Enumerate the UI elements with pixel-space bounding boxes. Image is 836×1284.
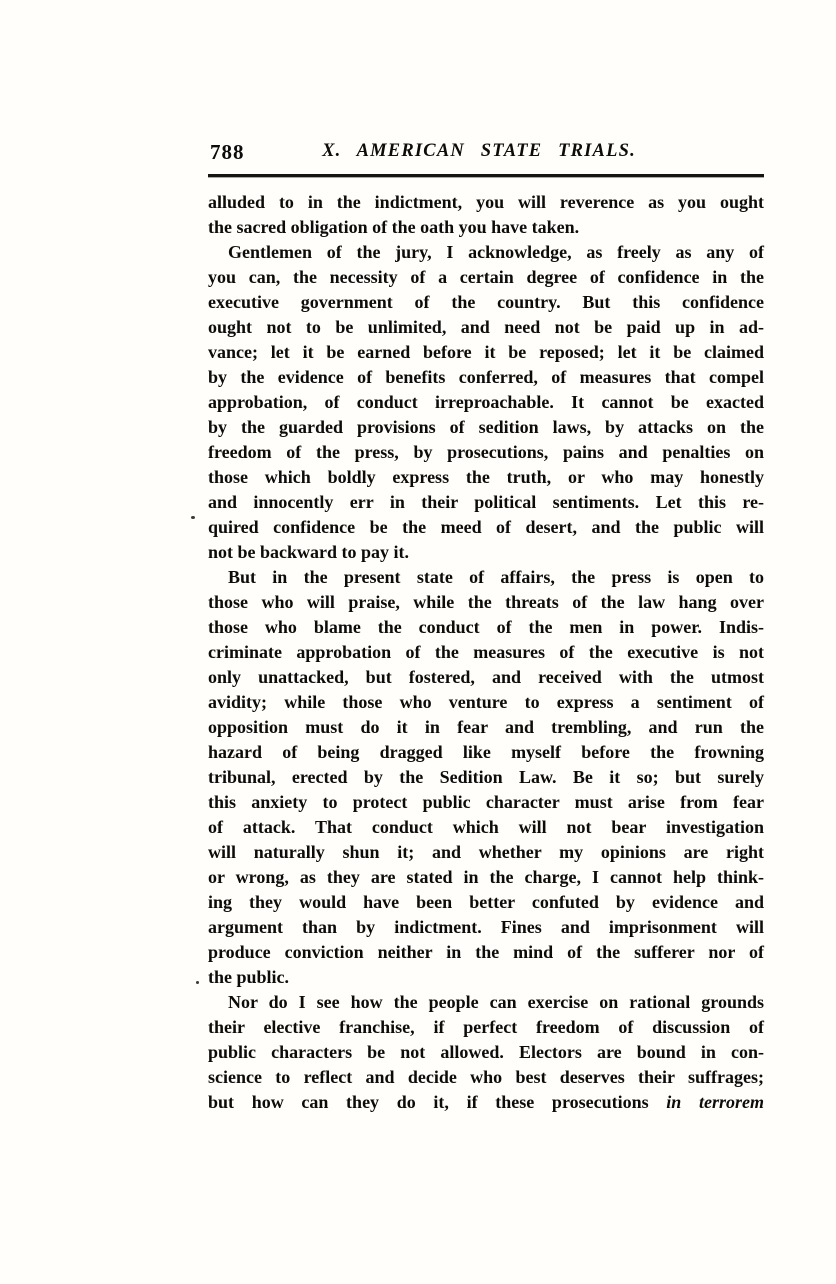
paragraph: [208, 190, 764, 240]
text-line: criminate approbation of the measures of the executive is not: [208, 641, 764, 662]
paragraph: [208, 240, 764, 565]
paragraph: [208, 990, 764, 1115]
text-line: opposition must do it in fear and trembling, and run the: [208, 716, 764, 737]
paragraph: [208, 565, 764, 990]
text-line: But in the present state of affairs, the press is open to: [228, 566, 764, 587]
scan-speck: [191, 516, 195, 519]
header-rule: [208, 174, 764, 177]
text-segment: but how can they do it, if these prosecutions: [208, 1091, 667, 1112]
text-line: approbation, of conduct irreproachable. It cannot be exacted: [208, 391, 764, 412]
text-line: ought not to be unlimited, and need not be paid up in ad-: [208, 316, 764, 337]
text-line: those who blame the conduct of the men in power. Indis-: [208, 616, 764, 637]
text-line: hazard of being dragged like myself before the frowning: [208, 741, 764, 762]
text-line: produce conviction neither in the mind of the sufferer nor of: [208, 941, 764, 962]
text-line: Gentlemen of the jury, I acknowledge, as freely as any of: [228, 241, 764, 262]
text-line: vance; let it be earned before it be reposed; let it be claimed: [208, 341, 764, 362]
scan-speck: [196, 981, 199, 984]
text-line: executive government of the country. But this confidence: [208, 291, 764, 312]
text-line: argument than by indictment. Fines and imprisonment will: [208, 916, 764, 937]
text-line: not be backward to pay it.: [208, 541, 410, 562]
text-line: quired confidence be the meed of desert, and the public will: [208, 516, 764, 537]
text-line: of attack. That conduct which will not bear investigation: [208, 816, 764, 837]
text-line: this anxiety to protect public character must arise from fear: [208, 791, 764, 812]
text-line: only unattacked, but fostered, and received with the utmost: [208, 666, 764, 687]
italic-phrase: in terrorem: [666, 1091, 764, 1112]
text-line: the sacred obligation of the oath you have taken.: [208, 216, 580, 237]
text-line: the public.: [208, 966, 290, 987]
text-block: [208, 190, 764, 1115]
text-line: you can, the necessity of a certain degree of confidence in the: [208, 266, 764, 287]
text-line: those who will praise, while the threats of the law hang over: [208, 591, 764, 612]
text-line: [208, 1090, 764, 1115]
text-line: and innocently err in their political sentiments. Let this re-: [208, 491, 764, 512]
running-title: X. AMERICAN STATE TRIALS.: [322, 141, 636, 161]
text-line: Nor do I see how the people can exercise on rational grounds: [228, 991, 764, 1012]
text-line: by the evidence of benefits conferred, of measures that compel: [208, 366, 764, 387]
running-header: [208, 140, 764, 170]
text-line: tribunal, erected by the Sedition Law. Be it so; but surely: [208, 766, 764, 787]
text-line: by the guarded provisions of sedition laws, by attacks on the: [208, 416, 764, 437]
text-line: ing they would have been better confuted by evidence and: [208, 891, 764, 912]
text-line: freedom of the press, by prosecutions, pains and penalties on: [208, 441, 764, 462]
text-line: public characters be not allowed. Electors are bound in con-: [208, 1041, 764, 1062]
page-number: 788: [210, 140, 245, 164]
text-line: those which boldly express the truth, or who may honestly: [208, 466, 764, 487]
text-line: avidity; while those who venture to express a sentiment of: [208, 691, 764, 712]
text-line: will naturally shun it; and whether my opinions are right: [208, 841, 764, 862]
text-line: their elective franchise, if perfect freedom of discussion of: [208, 1016, 764, 1037]
text-line: science to reflect and decide who best deserves their suffrages;: [208, 1066, 764, 1087]
text-line: or wrong, as they are stated in the charge, I cannot help think-: [208, 866, 764, 887]
text-line: alluded to in the indictment, you will reverence as you ought: [208, 191, 764, 212]
page-content: [208, 140, 764, 1115]
